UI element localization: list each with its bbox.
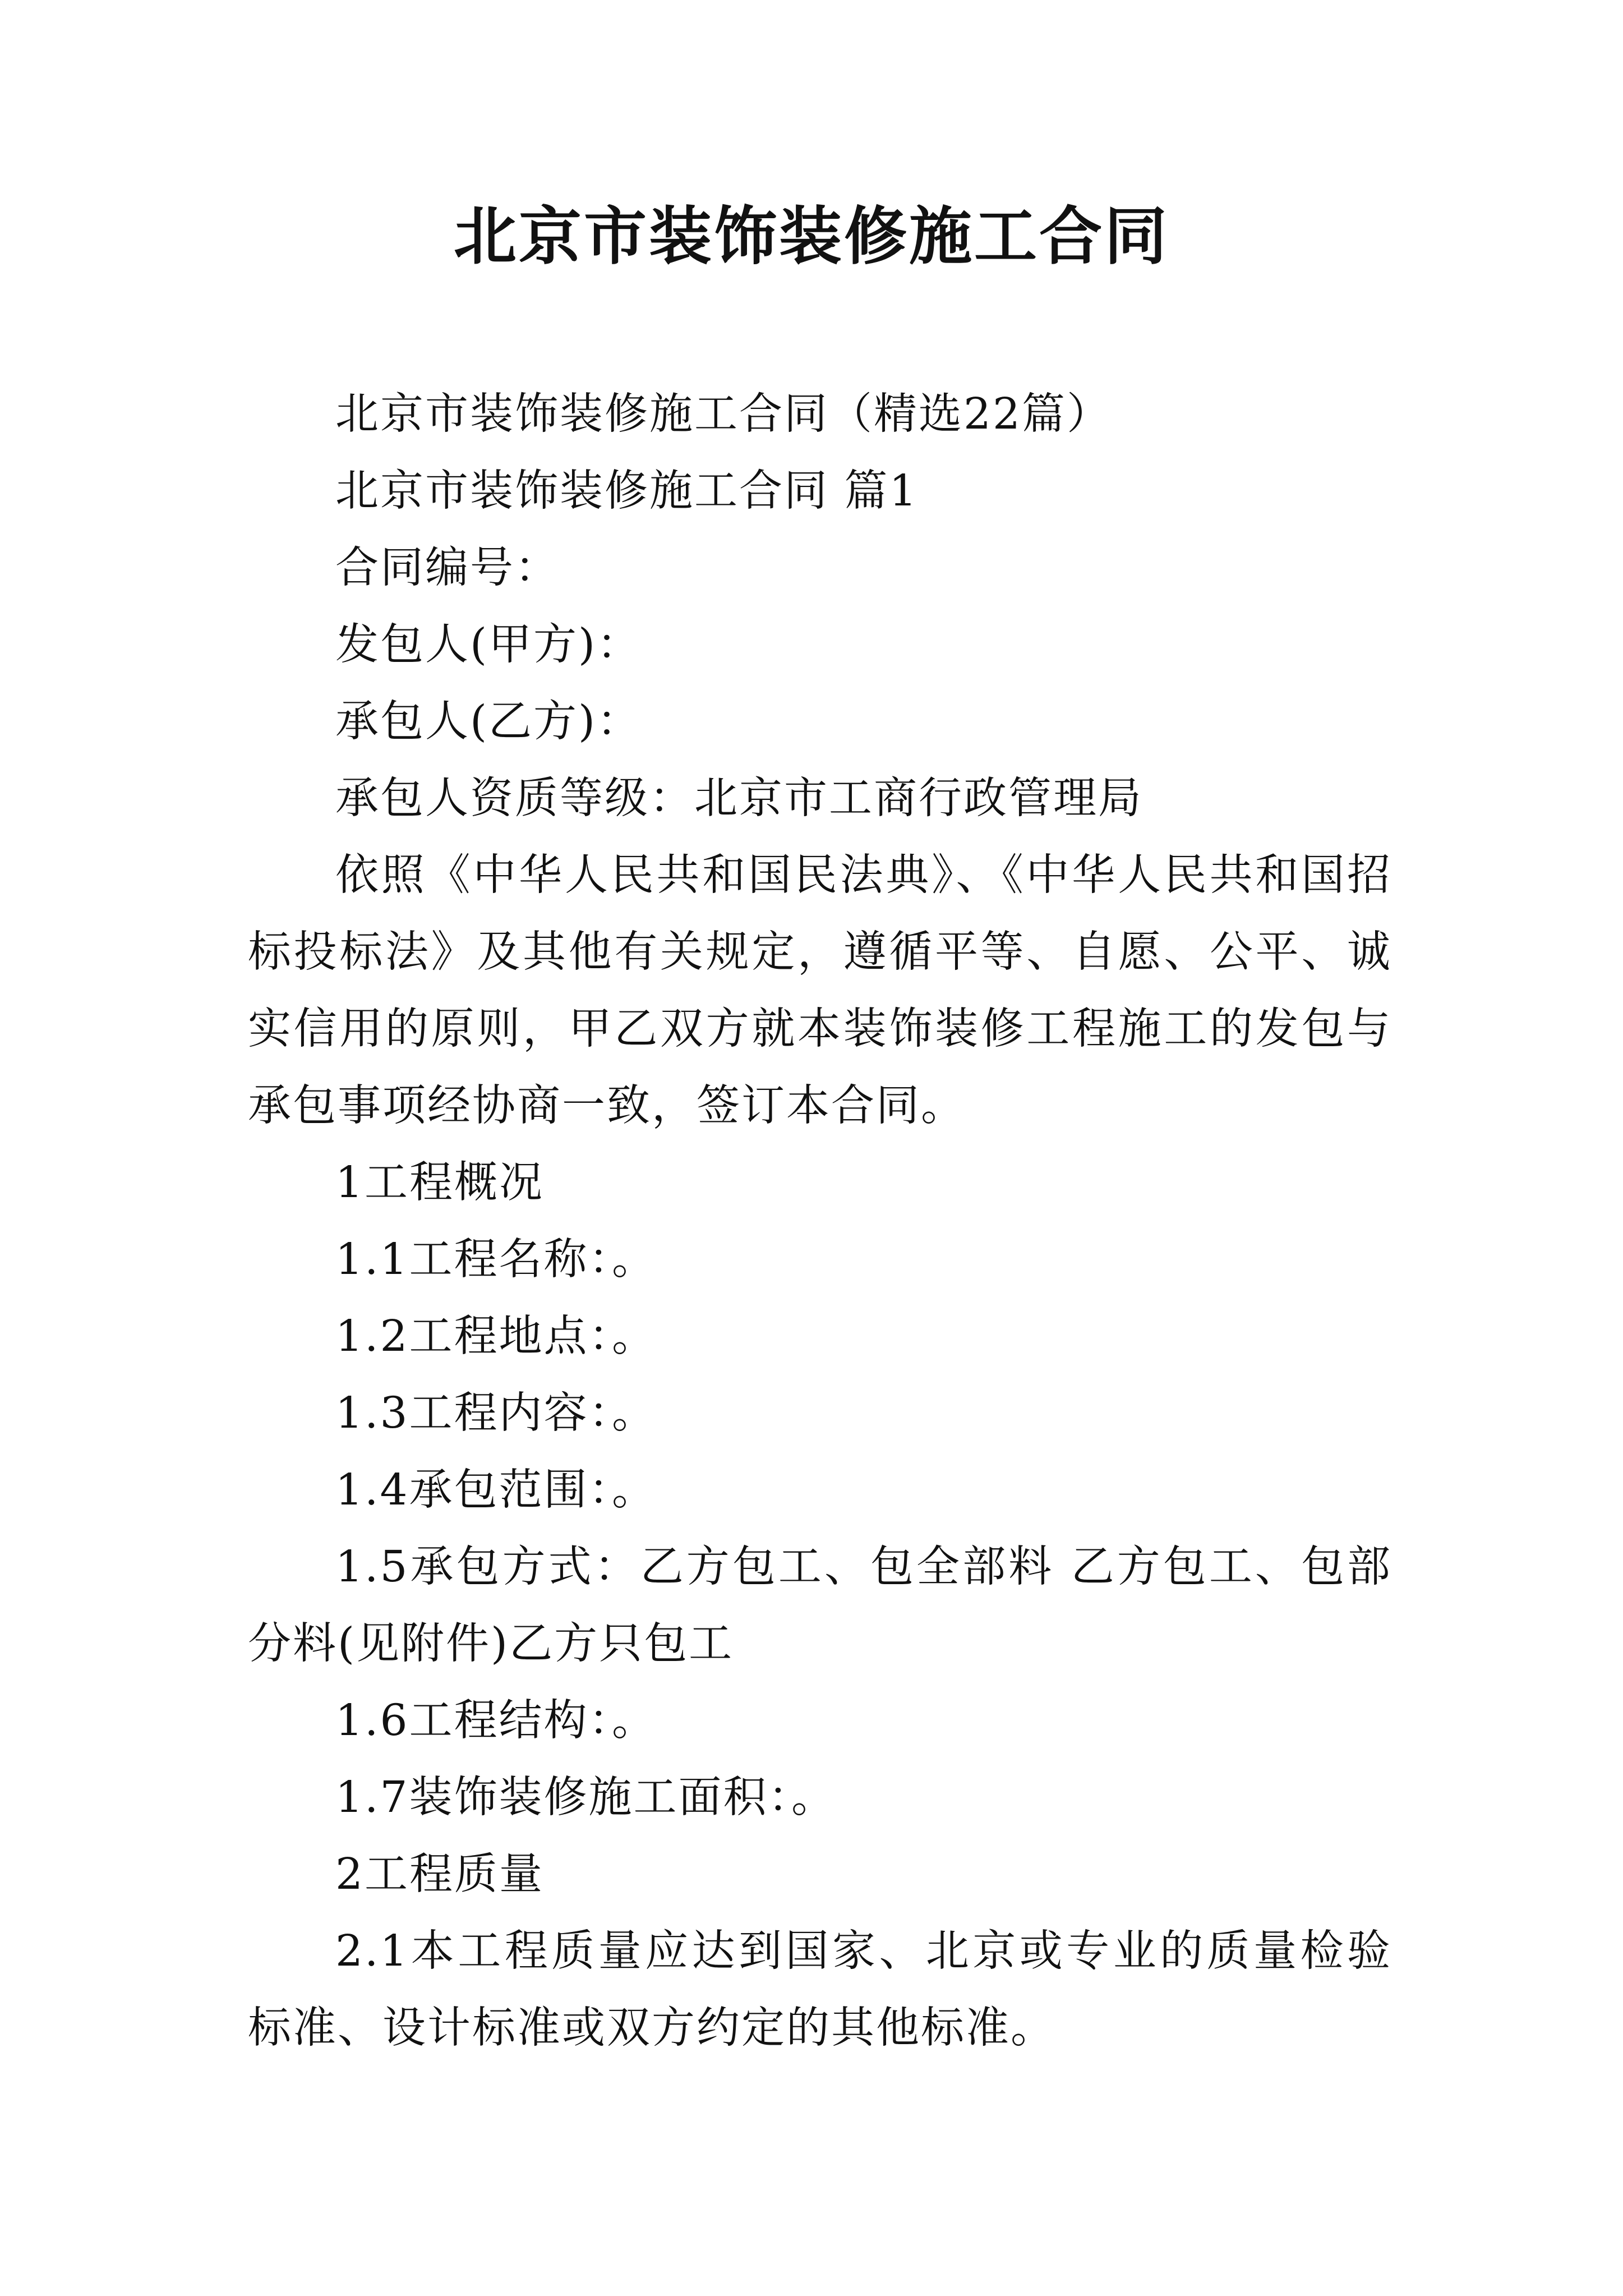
paragraph-party-b: 承包人(乙方)： bbox=[335, 697, 642, 747]
paragraph-1-1: 1.1工程名称：。 bbox=[335, 1235, 657, 1285]
paragraph-1-3: 1.3工程内容：。 bbox=[335, 1388, 657, 1438]
paragraph-qualification: 承包人资质等级：北京市工商行政管理局 bbox=[335, 774, 1143, 823]
paragraph-section-2: 2工程质量 bbox=[335, 1849, 544, 1899]
paragraph-preamble: 依照《中华人民共和国民法典》、《中华人民共和国招标投标法》及其他有关规定，遵循平等、自愿、公平、诚实信用的原则，甲乙双方就本装饰装修工程施工的发包与承包事项经协商一致，签订本合同。 bbox=[248, 850, 1392, 1131]
paragraph-1-7: 1.7装饰装修施工面积：。 bbox=[335, 1773, 836, 1823]
paragraph-article-heading: 北京市装饰装修施工合同 篇1 bbox=[335, 466, 919, 516]
paragraph-1-4: 1.4承包范围：。 bbox=[335, 1465, 657, 1515]
paragraph-contract-number: 合同编号： bbox=[335, 543, 560, 593]
paragraph-collection-heading: 北京市装饰装修施工合同（精选22篇） bbox=[335, 389, 1112, 439]
paragraph-1-2: 1.2工程地点：。 bbox=[335, 1312, 657, 1361]
paragraph-1-5: 1.5承包方式：乙方包工、包全部料 乙方包工、包部分料(见附件)乙方只包工 bbox=[248, 1542, 1392, 1669]
paragraph-party-a: 发包人(甲方)： bbox=[335, 620, 642, 670]
paragraph-1-6: 1.6工程结构：。 bbox=[335, 1696, 657, 1746]
document-title: 北京市装饰装修施工合同 bbox=[454, 200, 1169, 273]
paragraph-2-1: 2.1本工程质量应达到国家、北京或专业的质量检验标准、设计标准或双方约定的其他标准。 bbox=[248, 1926, 1392, 2053]
paragraph-section-1: 1工程概况 bbox=[335, 1158, 544, 1208]
document-body bbox=[248, 376, 1392, 2067]
